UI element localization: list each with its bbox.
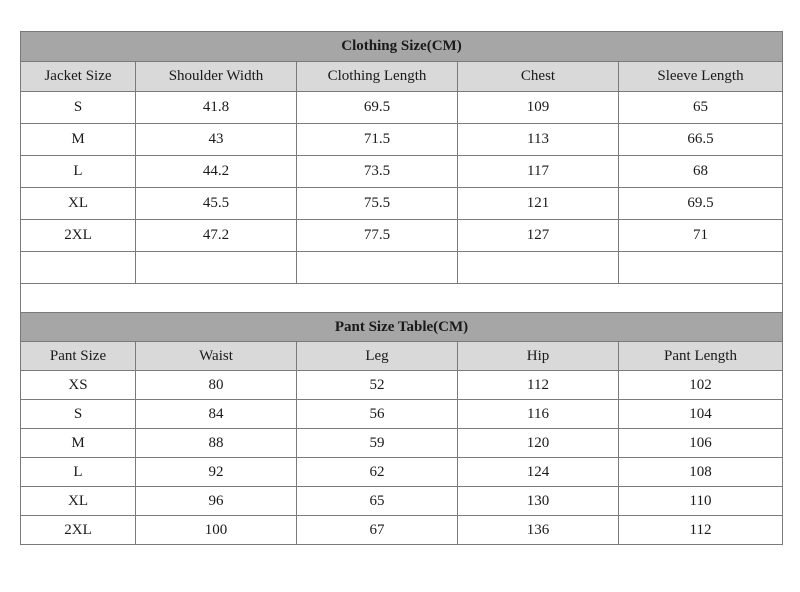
jacket-cell: [136, 252, 297, 284]
jacket-row: [21, 124, 783, 156]
jacket-cell: [21, 252, 136, 284]
jacket-cell: 77.5: [297, 220, 458, 252]
jacket-header-row: [21, 62, 783, 92]
pant-cell: 65: [297, 487, 458, 516]
jacket-cell: [458, 252, 619, 284]
jacket-header-chest: Chest: [458, 62, 619, 92]
jacket-cell: 65: [619, 92, 783, 124]
pant-header-leg: Leg: [297, 342, 458, 371]
pant-cell: L: [21, 458, 136, 487]
pant-header-hip: Hip: [458, 342, 619, 371]
jacket-header-shoulder: Shoulder Width: [136, 62, 297, 92]
size-chart-body: [21, 32, 783, 545]
pant-cell: 59: [297, 429, 458, 458]
pant-cell: 88: [136, 429, 297, 458]
jacket-cell: L: [21, 156, 136, 188]
pant-cell: 120: [458, 429, 619, 458]
jacket-header-sleeve: Sleeve Length: [619, 62, 783, 92]
jacket-cell: XL: [21, 188, 136, 220]
pant-cell: 52: [297, 371, 458, 400]
jacket-header-size: Jacket Size: [21, 62, 136, 92]
jacket-cell: 41.8: [136, 92, 297, 124]
pant-row: [21, 458, 783, 487]
pant-cell: 96: [136, 487, 297, 516]
jacket-cell: 109: [458, 92, 619, 124]
jacket-row: [21, 92, 783, 124]
jacket-cell: [619, 252, 783, 284]
pant-cell: 102: [619, 371, 783, 400]
pant-cell: 84: [136, 400, 297, 429]
pant-cell: 67: [297, 516, 458, 545]
pant-cell: 92: [136, 458, 297, 487]
table-spacer-row: [21, 284, 783, 313]
pant-cell: 106: [619, 429, 783, 458]
pant-cell: 112: [619, 516, 783, 545]
size-chart-table: [20, 31, 783, 545]
table-spacer-cell: [21, 284, 783, 313]
pant-cell: S: [21, 400, 136, 429]
jacket-cell: 68: [619, 156, 783, 188]
pant-table-title: Pant Size Table(CM): [21, 313, 783, 342]
pant-cell: XL: [21, 487, 136, 516]
jacket-cell: 73.5: [297, 156, 458, 188]
jacket-table-title: Clothing Size(CM): [21, 32, 783, 62]
pant-row: [21, 429, 783, 458]
pant-row: [21, 516, 783, 545]
pant-cell: 104: [619, 400, 783, 429]
jacket-cell: 113: [458, 124, 619, 156]
pant-header-size: Pant Size: [21, 342, 136, 371]
jacket-row: [21, 220, 783, 252]
pant-row: [21, 400, 783, 429]
pant-header-waist: Waist: [136, 342, 297, 371]
jacket-cell: 75.5: [297, 188, 458, 220]
jacket-header-length: Clothing Length: [297, 62, 458, 92]
pant-cell: 100: [136, 516, 297, 545]
jacket-row: [21, 188, 783, 220]
pant-cell: 108: [619, 458, 783, 487]
pant-cell: 56: [297, 400, 458, 429]
pant-cell: 124: [458, 458, 619, 487]
jacket-cell: 71.5: [297, 124, 458, 156]
jacket-cell: 117: [458, 156, 619, 188]
pant-cell: XS: [21, 371, 136, 400]
pant-table-title-row: [21, 313, 783, 342]
jacket-cell: 127: [458, 220, 619, 252]
jacket-row: [21, 156, 783, 188]
pant-cell: 80: [136, 371, 297, 400]
pant-cell: 2XL: [21, 516, 136, 545]
jacket-cell: 43: [136, 124, 297, 156]
jacket-cell: [297, 252, 458, 284]
jacket-cell: 69.5: [619, 188, 783, 220]
pant-row: [21, 487, 783, 516]
jacket-table-title-row: [21, 32, 783, 62]
jacket-row-empty: [21, 252, 783, 284]
pant-header-row: [21, 342, 783, 371]
jacket-cell: 71: [619, 220, 783, 252]
jacket-cell: 45.5: [136, 188, 297, 220]
jacket-cell: 69.5: [297, 92, 458, 124]
pant-row: [21, 371, 783, 400]
jacket-cell: M: [21, 124, 136, 156]
pant-header-length: Pant Length: [619, 342, 783, 371]
jacket-cell: 47.2: [136, 220, 297, 252]
pant-cell: 110: [619, 487, 783, 516]
pant-cell: 130: [458, 487, 619, 516]
pant-cell: 112: [458, 371, 619, 400]
jacket-cell: 66.5: [619, 124, 783, 156]
pant-cell: 116: [458, 400, 619, 429]
jacket-cell: 2XL: [21, 220, 136, 252]
pant-cell: 62: [297, 458, 458, 487]
jacket-cell: 44.2: [136, 156, 297, 188]
pant-cell: 136: [458, 516, 619, 545]
jacket-cell: 121: [458, 188, 619, 220]
jacket-cell: S: [21, 92, 136, 124]
pant-cell: M: [21, 429, 136, 458]
